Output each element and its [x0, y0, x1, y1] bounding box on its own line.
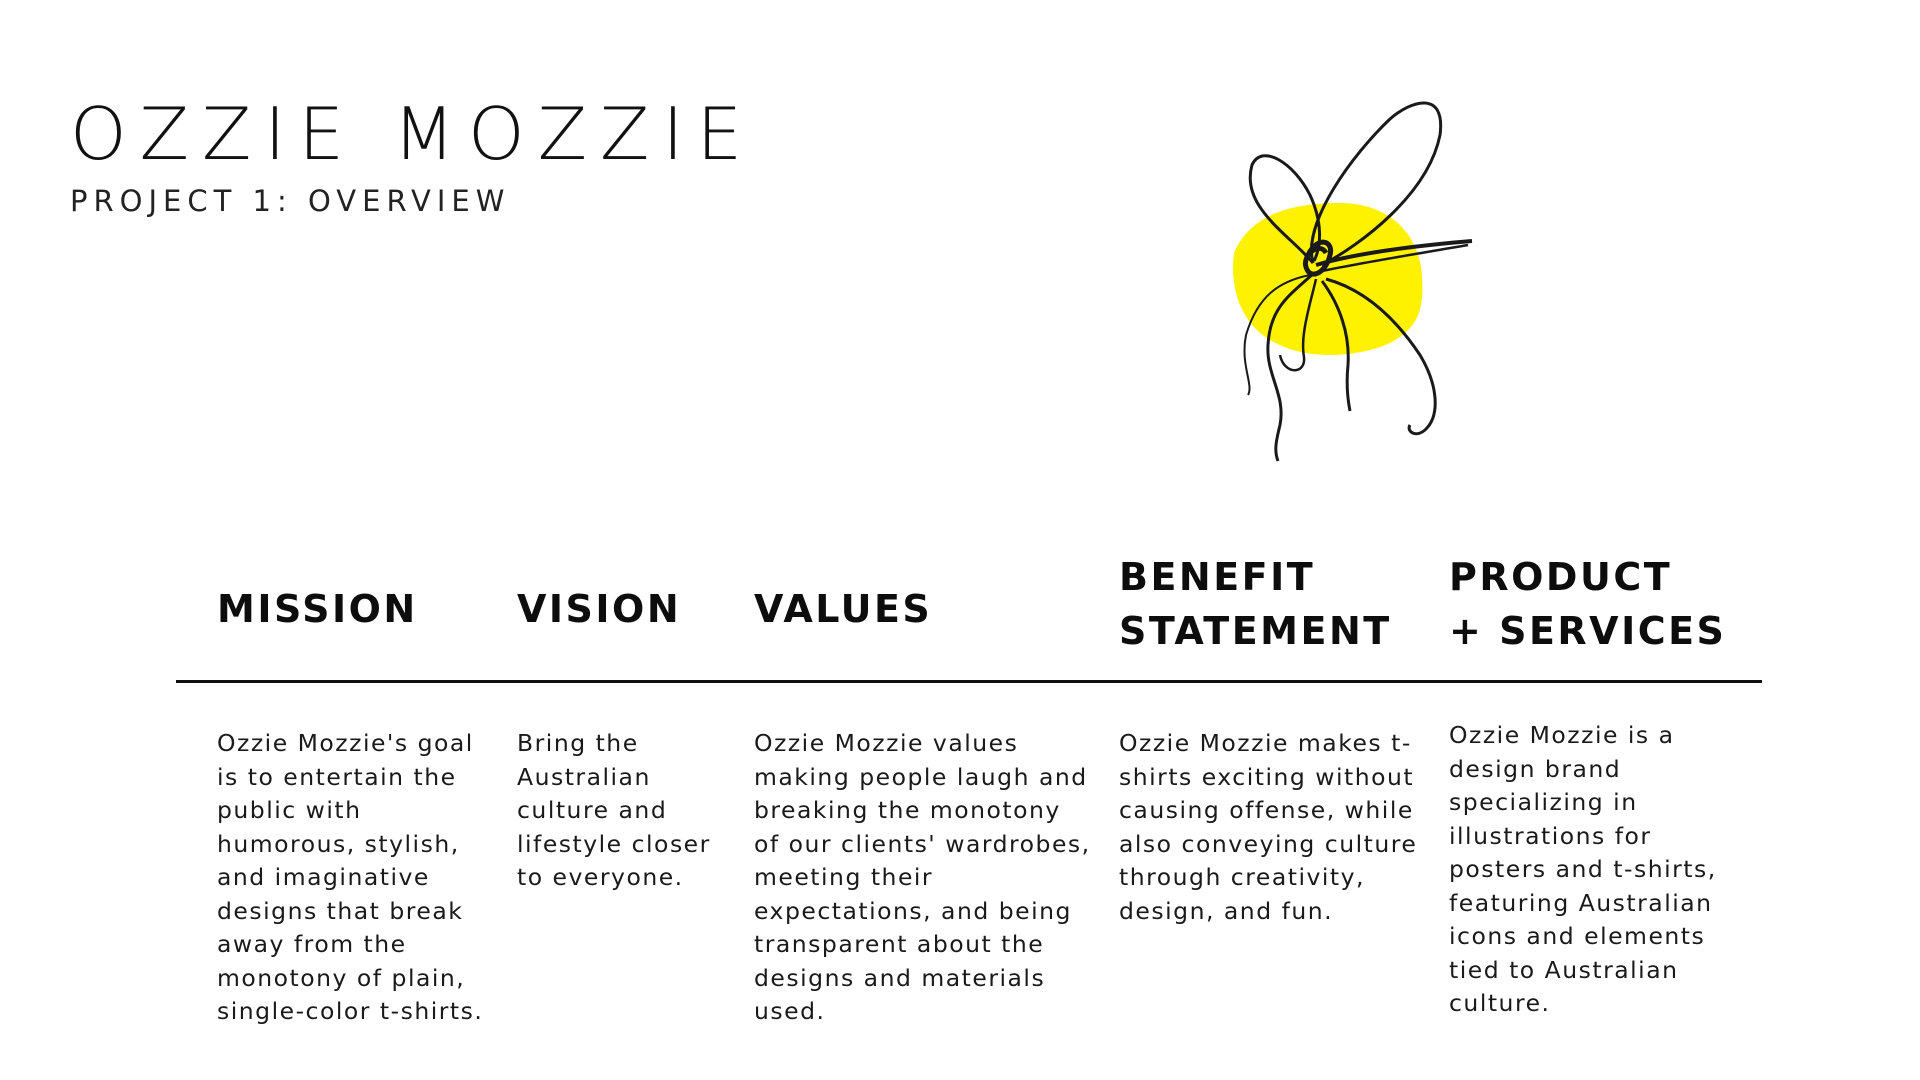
brand-title: OZZIE MOZZIE: [70, 92, 756, 176]
benefit-statement-heading: BENEFIT STATEMENT: [1119, 555, 1392, 653]
mosquito-sketch-icon: [1210, 95, 1510, 475]
values-text: Ozzie Mozzie values making people laugh and breaking the monotony of our clients' wardrobes, meeting their expectations, and being transparent about the designs and materials used.: [754, 729, 1091, 1025]
mission-heading: MISSION: [217, 587, 418, 631]
page-subtitle: PROJECT 1: OVERVIEW: [70, 184, 511, 218]
header-divider: [176, 680, 1762, 683]
values-heading: VALUES: [754, 587, 933, 631]
benefit-statement-text: Ozzie Mozzie makes t-shirts exciting without causing offense, while also conveying culture through creativity, design, and fun.: [1119, 729, 1418, 925]
product-services-heading: PRODUCT + SERVICES: [1449, 555, 1727, 653]
vision-heading: VISION: [517, 587, 682, 631]
vision-text: Bring the Australian culture and lifestyle closer to everyone.: [517, 729, 711, 891]
product-services-text: Ozzie Mozzie is a design brand specializing in illustrations for posters and t-shirts, featuring Australian icons and elements tied to Australian culture.: [1449, 721, 1717, 1017]
mission-text: Ozzie Mozzie's goal is to entertain the public with humorous, stylish, and imaginative designs that break away from the monotony of plain, single-color t-shirts.: [217, 729, 484, 1025]
